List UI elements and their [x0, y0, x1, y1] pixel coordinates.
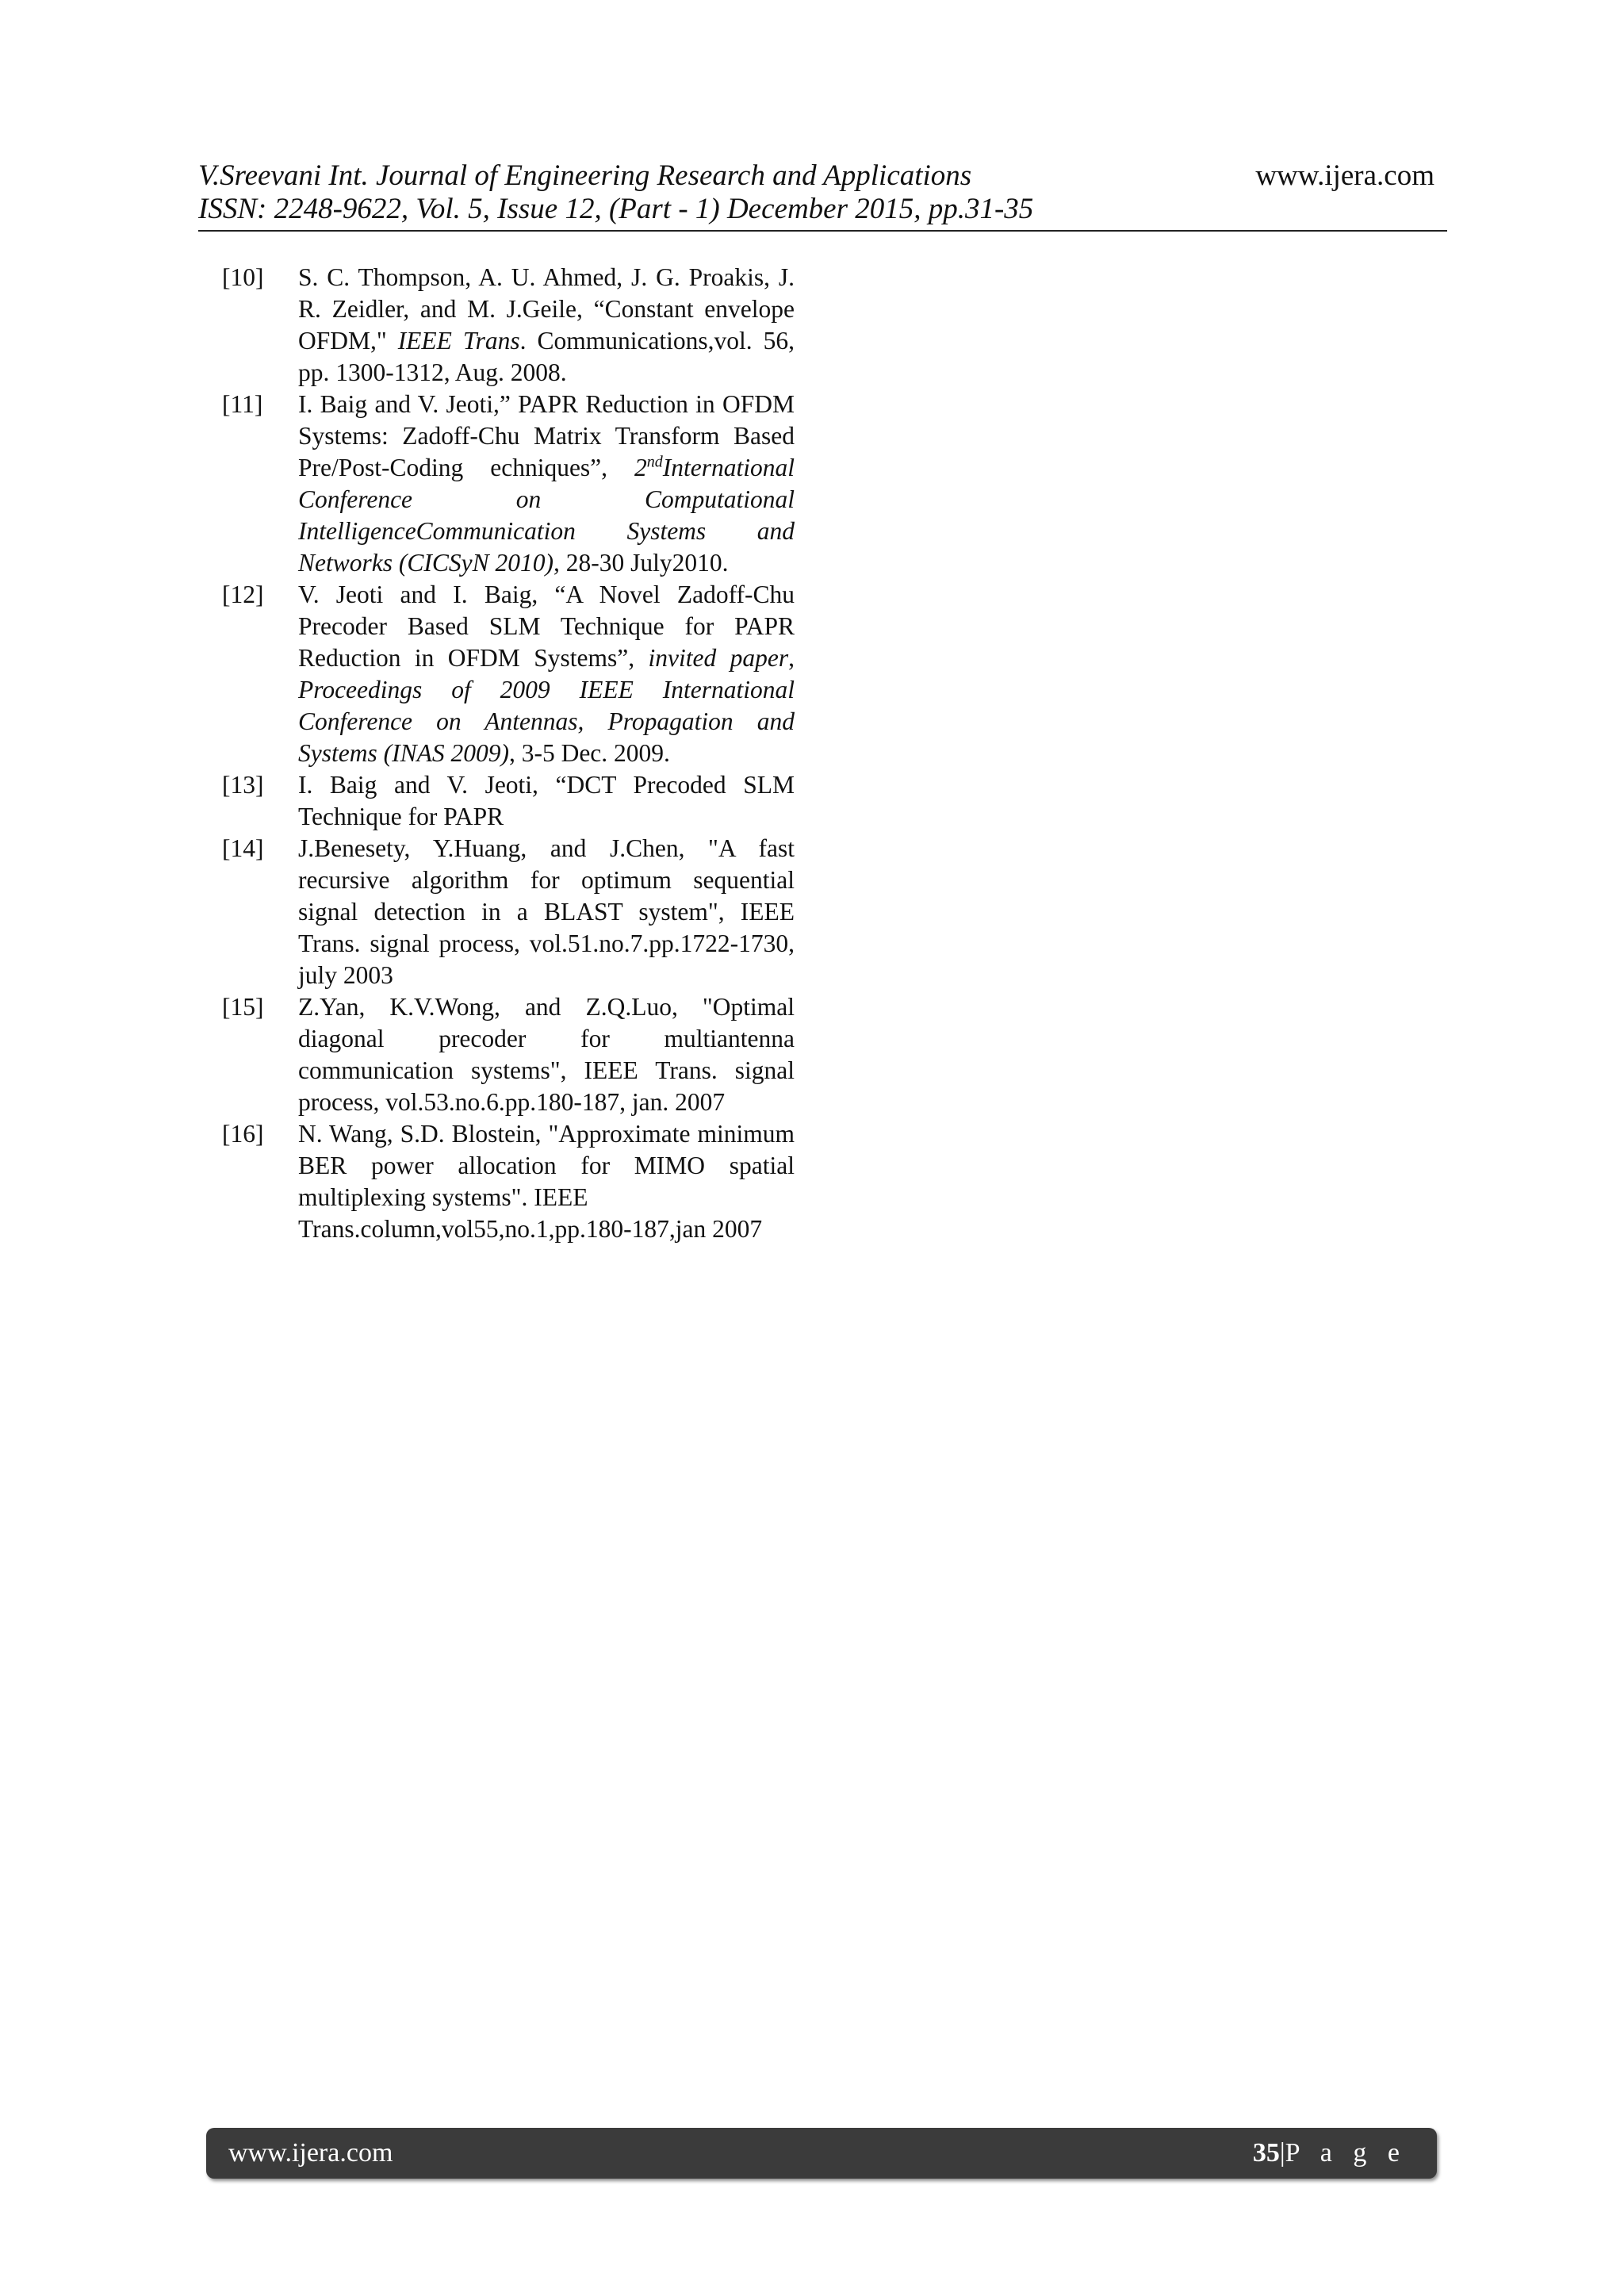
reference-text: J.Benesety, Y.Huang, and J.Chen, "A fast recursive algorithm for optimum sequential signal detection in a BLAST system", IEEE Trans. signal process, vol.51.no.7.pp.1722-1730, july 2003 [298, 834, 795, 989]
reference-number: [16] [222, 1120, 264, 1148]
journal-title: V.Sreevani Int. Journal of Engineering Research and Applications [198, 159, 972, 192]
footer-website-link[interactable]: www.ijera.com [228, 2138, 393, 2168]
reference-venue: IEEE Trans [397, 327, 520, 355]
issn-line: ISSN: 2248-9622, Vol. 5, Issue 12, (Part - 1) December 2015, pp.31-35 [198, 193, 1034, 225]
header-website-link[interactable]: www.ijera.com [1255, 159, 1434, 192]
reference-item-15 [222, 991, 795, 1118]
reference-text: Z.Yan, K.V.Wong, and Z.Q.Luo, "Optimal diagonal precoder for multiantenna communication systems", IEEE Trans. signal process, vol.53.no.6.pp.180-187, jan. 2007 [298, 993, 795, 1116]
reference-text: I. Baig and V. Jeoti, “DCT Precoded SLM Technique for PAPR [298, 771, 795, 830]
page-footer [206, 2128, 1437, 2179]
reference-text: V. Jeoti and I. Baig, “A Novel Zadoff-Chu Precoder Based SLM Technique for PAPR Reduction in OFDM Systems”, invited paper, Proceedings of 2009 IEEE International Conference on Antennas, Propagation and Systems (INAS 2009), 3-5 Dec. 2009. [298, 581, 795, 767]
reference-venue: International Conference on Computational IntelligenceCommunication Systems and Networks (CICSyN 2010), [298, 454, 795, 577]
page-number: 35 [1252, 2138, 1280, 2168]
reference-number: [13] [222, 771, 264, 799]
reference-text: N. Wang, S.D. Blostein, "Approximate minimum BER power allocation for MIMO spatial multiplexing systems". IEEE Trans.column,vol55,no.1,pp.180-187,jan 2007 [298, 1120, 795, 1243]
reference-number: [12] [222, 581, 264, 608]
reference-number: [11] [222, 390, 263, 418]
reference-item-12 [222, 579, 795, 769]
page-label: P a g e [1285, 2138, 1407, 2168]
reference-item-16 [222, 1118, 795, 1245]
ordinal-superscript: nd [646, 453, 663, 471]
reference-text: I. Baig and V. Jeoti,” PAPR Reduction in OFDM Systems: Zadoff-Chu Matrix Transform Based Pre/Post-Coding echniques”, 2ndInternational Conference on Computational IntelligenceCommunication Systems and Networks (CICSyN 2010), 28-30 July2010. [298, 390, 795, 577]
reference-venue: invited paper [648, 644, 789, 672]
reference-text: S. C. Thompson, A. U. Ahmed, J. G. Proakis, J. R. Zeidler, and M. J.Geile, “Constant envelope OFDM," IEEE Trans. Communications,vol. 56, pp. 1300-1312, Aug. 2008. [298, 263, 795, 386]
reference-number: [10] [222, 263, 264, 291]
reference-number: [14] [222, 834, 264, 862]
page-header [198, 152, 1447, 232]
reference-list [222, 262, 795, 1245]
page-indicator [1253, 2137, 1407, 2169]
reference-item-14 [222, 833, 795, 991]
page-separator: | [1279, 2138, 1285, 2168]
reference-item-13 [222, 769, 795, 833]
reference-item-11 [222, 389, 795, 579]
reference-number: [15] [222, 993, 264, 1021]
reference-proceedings: Proceedings of 2009 IEEE International Conference on Antennas, Propagation and Systems (INAS 2009) [298, 676, 795, 767]
reference-item-10 [222, 262, 795, 389]
